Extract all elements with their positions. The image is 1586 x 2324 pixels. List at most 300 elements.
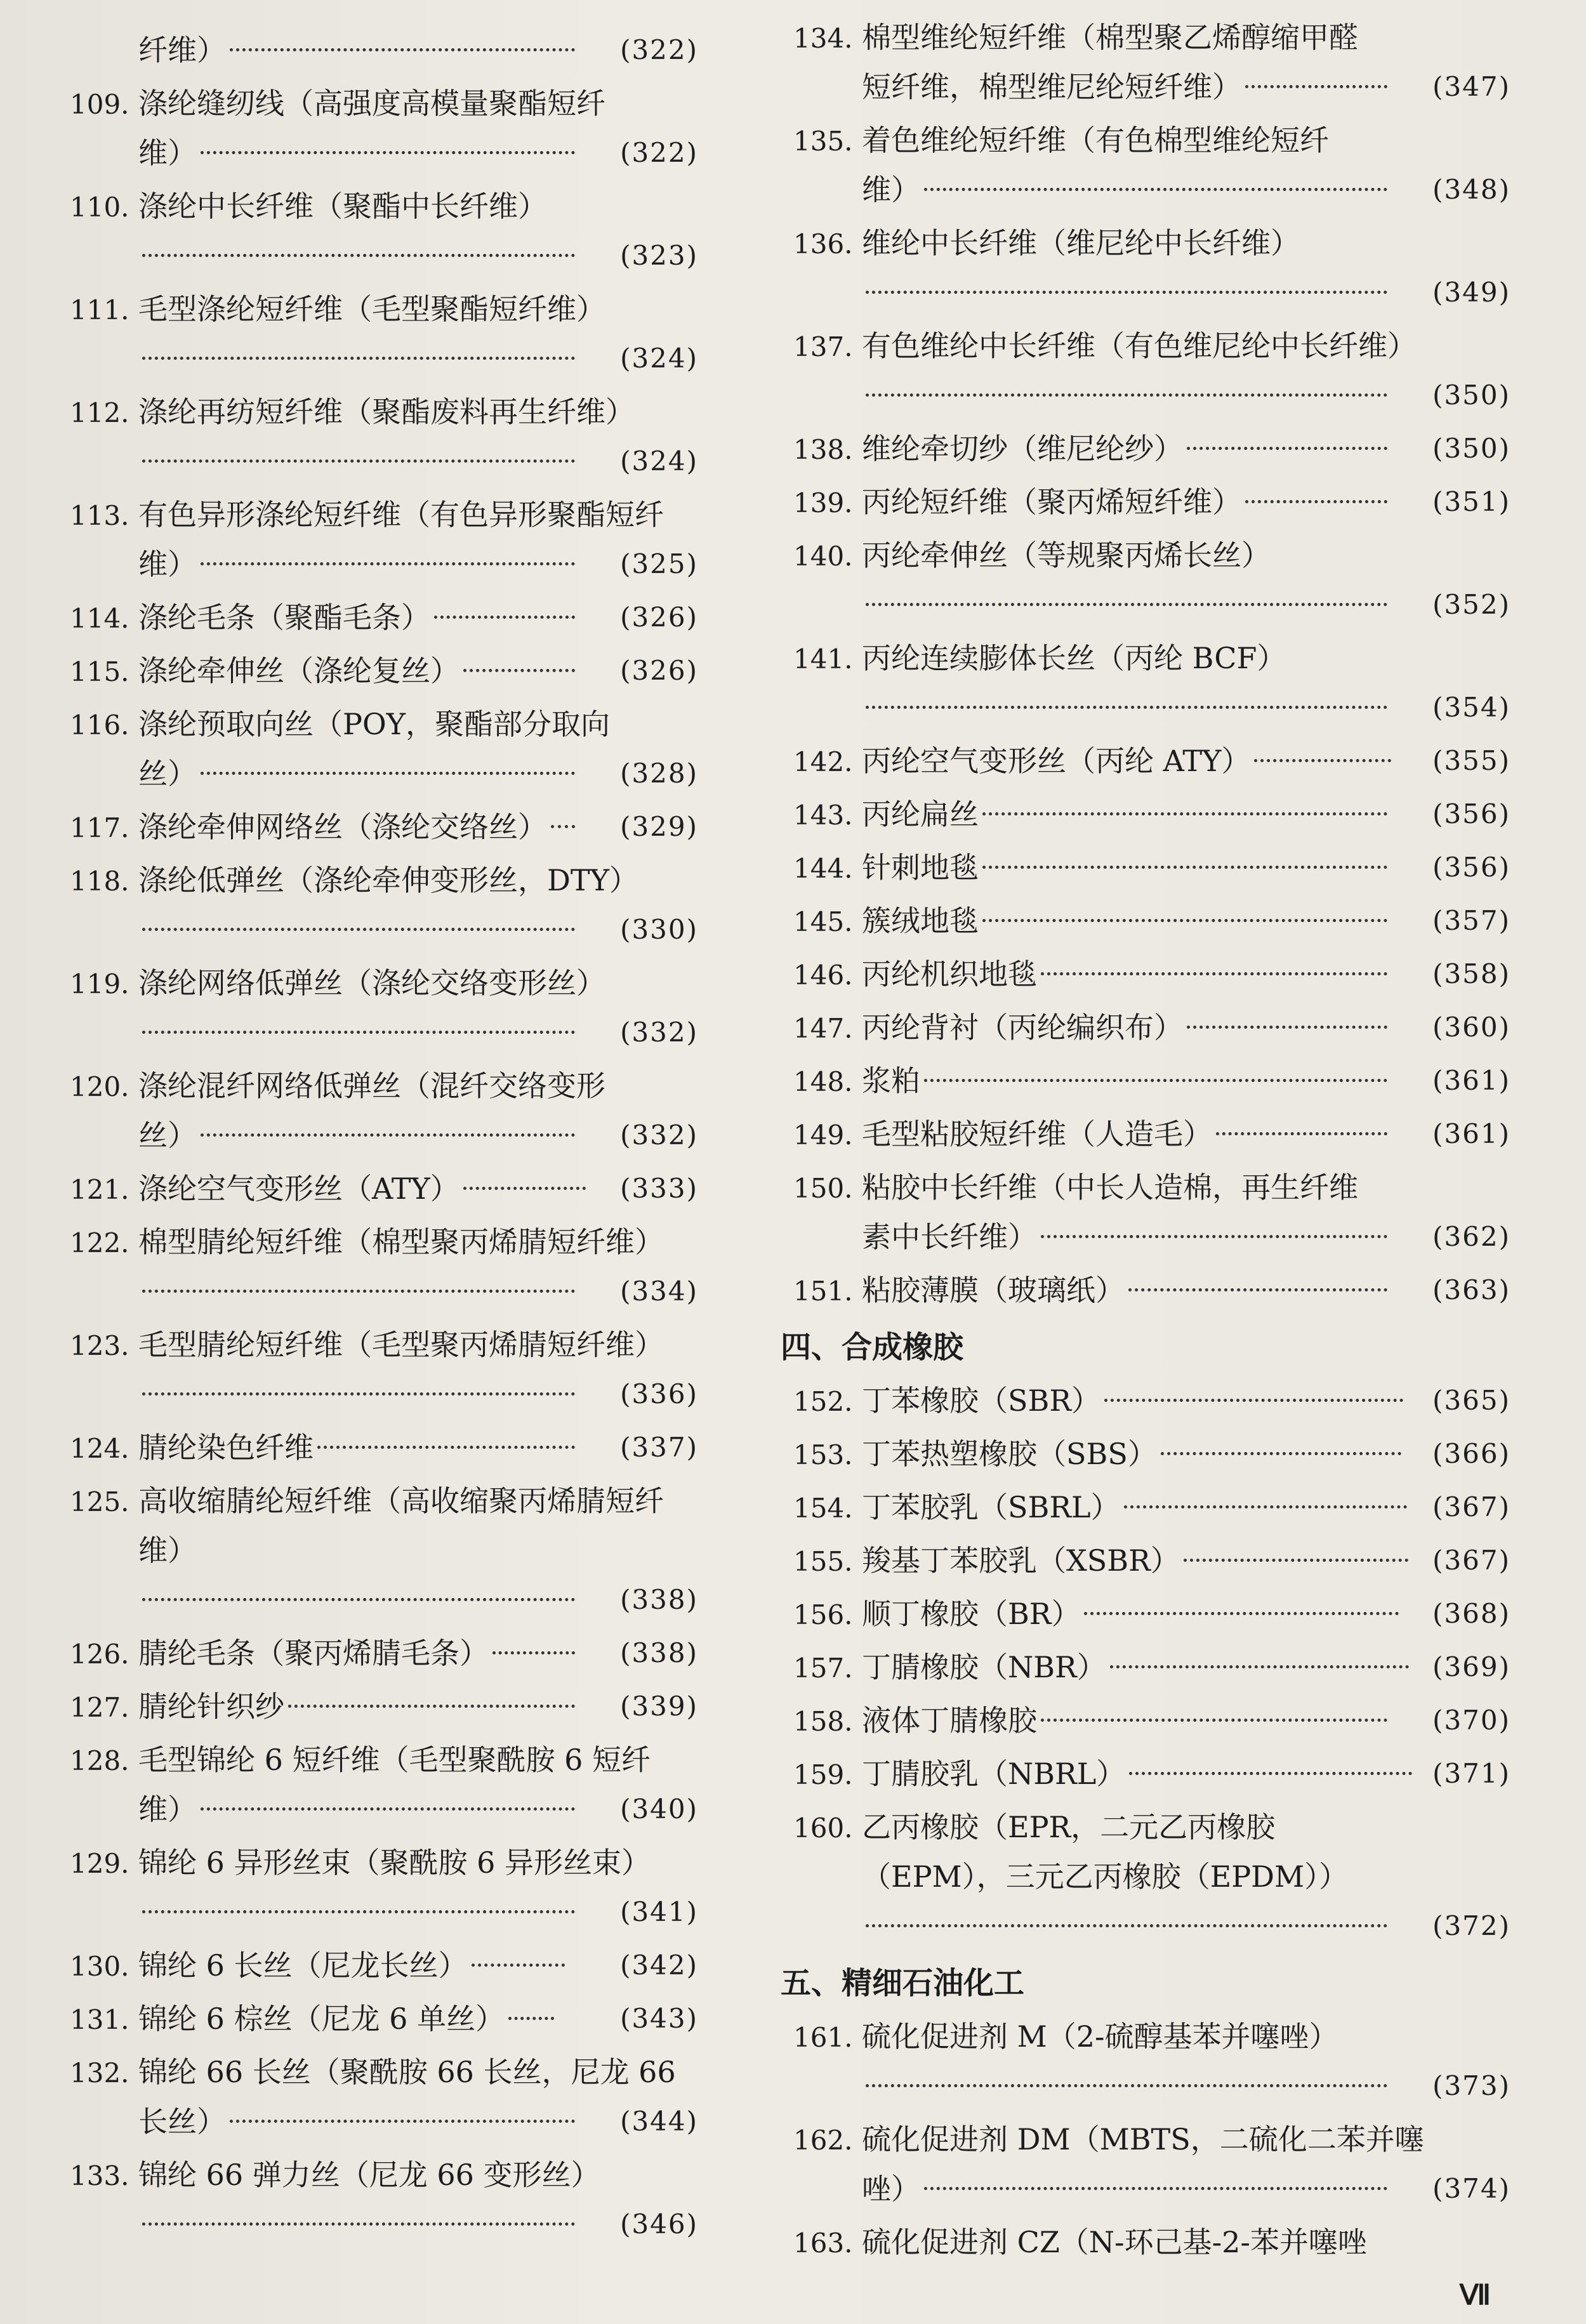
entry-title: 浆粕 [862, 1064, 920, 1098]
entry-number: 146. [793, 960, 853, 991]
leader-dots [1124, 1505, 1407, 1509]
toc-entry[interactable] [793, 1163, 1510, 1262]
toc-entry[interactable] [793, 1109, 1510, 1159]
leader-dots [492, 1651, 575, 1654]
toc-entry[interactable] [70, 79, 698, 178]
entry-page-number: (373) [1432, 2070, 1510, 2101]
leader-dots [924, 2187, 1387, 2190]
toc-entry-line [793, 1163, 1510, 1212]
toc-entry-line [70, 387, 698, 437]
toc-entry-line [70, 1682, 698, 1731]
entry-number: 141. [793, 644, 853, 675]
entry-title: 腈纶针织纱 [138, 1689, 284, 1724]
entry-title: 高收缩腈纶短纤维（高收缩聚丙烯腈短纤 [138, 1484, 664, 1518]
entry-page-number: (350) [1432, 433, 1510, 464]
toc-entry-line [793, 531, 1510, 580]
toc-entry-line [70, 749, 698, 798]
toc-entry[interactable] [70, 2150, 698, 2249]
toc-entry[interactable] [793, 1802, 1510, 1951]
leader-dots [1084, 1612, 1399, 1615]
toc-entry[interactable] [793, 843, 1510, 892]
entry-number: 159. [793, 1759, 853, 1790]
leader-dots [982, 919, 1387, 922]
leader-dots [1161, 1452, 1401, 1455]
toc-entry-line [793, 2164, 1510, 2214]
entry-number: 114. [70, 603, 129, 634]
entry-page-number: (324) [620, 343, 698, 374]
toc-entry-line [793, 949, 1510, 999]
toc-entry[interactable] [793, 1589, 1510, 1639]
leader-dots [1041, 1719, 1387, 1722]
entry-page-number: (338) [620, 1584, 698, 1615]
entry-number: 109. [70, 89, 129, 120]
entry-title: 涤纶再纺短纤维（聚酯废料再生纤维） [138, 395, 635, 429]
toc-entry-line [70, 284, 698, 334]
toc-entry-line [793, 2061, 1510, 2111]
toc-entry[interactable] [793, 1376, 1510, 1425]
toc-entry[interactable] [70, 25, 698, 75]
toc-entry-line [793, 896, 1510, 946]
entry-title: 腈纶毛条（聚丙烯腈毛条） [138, 1636, 489, 1670]
entry-title: 锦纶 6 长丝（尼龙长丝） [138, 1948, 468, 1983]
entry-page-number: (362) [1432, 1221, 1510, 1252]
entry-number: 117. [70, 812, 129, 843]
leader-dots [142, 1598, 575, 1601]
toc-entry[interactable] [793, 116, 1510, 215]
entry-number: 139. [793, 487, 853, 518]
entry-page-number: (326) [620, 655, 698, 686]
entry-page-number: (325) [620, 548, 698, 579]
toc-entry-line [70, 1838, 698, 1887]
toc-entry[interactable] [793, 2217, 1510, 2267]
section-heading: 五、精细石油化工 [781, 1965, 1025, 2001]
entry-title: 乙丙橡胶（EPR，二元乙丙橡胶 [862, 1810, 1276, 1844]
toc-entry[interactable] [70, 699, 698, 798]
entry-page-number: (332) [620, 1119, 698, 1151]
leader-dots [1245, 500, 1387, 503]
entry-title: 涤纶缝纫线（高强度高模量聚酯短纤 [138, 86, 605, 121]
entry-title: 丙纶背衬（丙纶编织布） [862, 1010, 1183, 1045]
leader-dots [142, 459, 575, 463]
entry-title: 毛型锦纶 6 短纤维（毛型聚酰胺 6 短纤 [138, 1743, 651, 1777]
entry-title: 涤纶网络低弹丝（涤纶交络变形丝） [138, 966, 605, 1000]
entry-number: 113. [70, 500, 129, 531]
entry-number: 151. [793, 1276, 853, 1307]
toc-entry[interactable] [70, 1423, 698, 1472]
entry-number: 156. [793, 1599, 853, 1630]
toc-entry-line [70, 334, 698, 383]
entry-page-number: (323) [620, 240, 698, 271]
leader-dots [866, 603, 1387, 606]
entry-title: 锦纶 6 棕丝（尼龙 6 单丝） [138, 2002, 505, 2036]
toc-entry-line [793, 1536, 1510, 1585]
entry-title: 丁苯热塑橡胶（SBS） [862, 1437, 1157, 1471]
entry-page-number: (333) [620, 1173, 698, 1204]
toc-entry[interactable] [70, 1476, 698, 1625]
toc-entry-line [793, 1696, 1510, 1745]
toc-entry[interactable] [70, 593, 698, 642]
entry-page-number: (343) [620, 2003, 698, 2034]
leader-dots [924, 1079, 1387, 1082]
toc-entry-line [793, 1589, 1510, 1639]
toc-entry-line [793, 477, 1510, 527]
entry-title: 腈纶染色纤维 [138, 1430, 314, 1465]
page-folio: Ⅶ [1459, 2280, 1491, 2311]
entry-page-number: (329) [620, 811, 698, 842]
leader-dots [142, 928, 575, 931]
entry-number: 127. [70, 1692, 129, 1723]
toc-entry[interactable] [793, 789, 1510, 839]
entry-page-number: (348) [1432, 174, 1510, 205]
toc-entry-line [793, 633, 1510, 683]
entry-number: 116. [70, 710, 129, 741]
entry-number: 120. [70, 1071, 129, 1102]
entry-page-number: (367) [1432, 1545, 1510, 1576]
toc-entry[interactable] [793, 531, 1510, 630]
leader-dots [1128, 1288, 1387, 1291]
entry-title: 有色维纶中长纤维（有色维尼纶中长纤维） [862, 329, 1417, 363]
entry-page-number: (356) [1432, 798, 1510, 829]
entry-number: 160. [793, 1812, 853, 1844]
toc-entry-line [793, 321, 1510, 371]
leader-dots [1184, 1559, 1408, 1562]
toc-entry-line [70, 1008, 698, 1057]
toc-entry-line [793, 1852, 1510, 1901]
toc-entry-line [70, 1320, 698, 1370]
entry-page-number: (338) [620, 1637, 698, 1668]
entry-number: 153. [793, 1439, 853, 1470]
leader-dots [1245, 85, 1387, 88]
entry-title: 粘胶薄膜（玻璃纸） [862, 1273, 1125, 1307]
leader-dots [142, 2222, 575, 2226]
leader-dots [1129, 1772, 1412, 1775]
toc-entry[interactable] [793, 218, 1510, 317]
toc-entry-line [70, 1423, 698, 1472]
toc-entry-line [793, 580, 1510, 630]
entry-title: 涤纶空气变形丝（ATY） [138, 1172, 459, 1206]
entry-number: 154. [793, 1493, 853, 1524]
toc-entry[interactable] [793, 1265, 1510, 1315]
entry-number: 110. [70, 192, 129, 223]
entry-number: 122. [70, 1227, 129, 1258]
entry-page-number: (370) [1432, 1705, 1510, 1736]
toc-entry[interactable] [70, 1217, 698, 1316]
leader-dots [463, 669, 575, 672]
entry-title: 粘胶中长纤维（中长人造棉，再生纤维 [862, 1170, 1358, 1205]
entry-page-number: (326) [620, 602, 698, 633]
toc-entry-line [793, 736, 1510, 786]
entry-title: 维） [138, 547, 197, 581]
entry-title: 丙纶空气变形丝（丙纶 ATY） [862, 744, 1251, 778]
entry-number: 115. [70, 656, 129, 687]
toc-entry-line [70, 2097, 698, 2146]
toc-entry[interactable] [70, 855, 698, 954]
toc-entry-line [793, 1109, 1510, 1159]
entry-page-number: (332) [620, 1017, 698, 1048]
entry-number: 118. [70, 866, 129, 897]
toc-entry-line [793, 1749, 1510, 1799]
entry-number: 149. [793, 1119, 853, 1151]
toc-entry[interactable] [70, 2047, 698, 2146]
toc-entry[interactable] [793, 13, 1510, 112]
toc-entry[interactable] [793, 1536, 1510, 1585]
toc-entry[interactable] [70, 182, 698, 281]
leader-dots [230, 48, 575, 51]
entry-title: 硫化促进剂 DM（MBTS，二硫化二苯并噻 [862, 2122, 1424, 2156]
entry-title: 涤纶中长纤维（聚酯中长纤维） [138, 189, 547, 223]
toc-entry[interactable] [70, 1941, 698, 1990]
toc-entry-line [70, 1526, 698, 1575]
entry-number: 142. [793, 746, 853, 777]
leader-dots [201, 1807, 575, 1811]
toc-entry-line [70, 905, 698, 954]
toc-entry[interactable] [70, 1628, 698, 1678]
leader-dots [551, 825, 575, 828]
entry-title: 针刺地毯 [862, 850, 979, 885]
toc-entry-line [793, 165, 1510, 215]
leader-dots [1187, 1026, 1387, 1029]
toc-entry[interactable] [793, 1429, 1510, 1479]
entry-page-number: (366) [1432, 1438, 1510, 1469]
toc-entry[interactable] [793, 1696, 1510, 1745]
entry-page-number: (347) [1432, 71, 1510, 102]
toc-entry[interactable] [70, 284, 698, 383]
toc-entry-line [793, 62, 1510, 112]
toc-entry-line [70, 593, 698, 642]
entry-page-number: (346) [620, 2208, 698, 2240]
leader-dots [1187, 447, 1387, 450]
toc-entry[interactable] [793, 633, 1510, 732]
toc-entry[interactable] [70, 1061, 698, 1160]
leader-dots [1110, 1665, 1409, 1668]
toc-entry[interactable] [70, 1994, 698, 2043]
entry-number: 140. [793, 541, 853, 572]
leader-dots [142, 1031, 575, 1034]
toc-entry[interactable] [793, 1749, 1510, 1799]
entry-page-number: (372) [1432, 1910, 1510, 1941]
toc-entry-line [793, 843, 1510, 892]
toc-entry[interactable] [70, 1735, 698, 1834]
toc-entry-line [70, 699, 698, 749]
toc-entry-line [70, 2047, 698, 2097]
entry-page-number: (330) [620, 914, 698, 945]
entry-title: 涤纶毛条（聚酯毛条） [138, 600, 430, 635]
entry-title: 涤纶牵伸网络丝（涤纶交络丝） [138, 810, 547, 844]
toc-entry-line [70, 79, 698, 128]
toc-entry-line [70, 1785, 698, 1834]
entry-page-number: (361) [1432, 1065, 1510, 1096]
entry-page-number: (324) [620, 446, 698, 477]
leader-dots [866, 2084, 1387, 2087]
entry-title: 涤纶预取向丝（POY，聚酯部分取向 [138, 707, 611, 741]
entry-page-number: (371) [1432, 1758, 1510, 1789]
entry-title: 丙纶扁丝 [862, 797, 979, 831]
entry-number: 137. [793, 331, 853, 362]
entry-number: 152. [793, 1386, 853, 1417]
entry-title: 丙纶短纤维（聚丙烯短纤维） [862, 485, 1241, 519]
entry-page-number: (358) [1432, 958, 1510, 989]
entry-number: 145. [793, 906, 853, 937]
entry-page-number: (349) [1432, 277, 1510, 308]
entry-title: 顺丁橡胶（BR） [862, 1597, 1081, 1631]
entry-title: 丝） [138, 756, 197, 791]
entry-title: 涤纶混纤网络低弹丝（混纤交络变形 [138, 1069, 605, 1103]
toc-entry[interactable] [793, 736, 1510, 786]
entry-page-number: (354) [1432, 692, 1510, 723]
entry-title: 唑） [862, 2172, 920, 2206]
toc-entry-line [70, 1735, 698, 1785]
entry-title: 维纶牵切纱（维尼纶纱） [862, 432, 1183, 466]
leader-dots [142, 357, 575, 360]
entry-number: 161. [793, 2022, 853, 2053]
leader-dots [230, 2120, 575, 2123]
entry-number: 163. [793, 2228, 853, 2259]
entry-page-number: (339) [620, 1691, 698, 1722]
toc-entry[interactable] [793, 477, 1510, 527]
toc-entry[interactable] [70, 1164, 698, 1213]
entry-number: 121. [70, 1174, 129, 1205]
entry-title: 液体丁腈橡胶 [862, 1703, 1037, 1738]
toc-entry-line [793, 424, 1510, 473]
entry-title: （EPM），三元乙丙橡胶（EPDM）） [862, 1859, 1349, 1894]
entry-number: 135. [793, 126, 853, 157]
entry-number: 138. [793, 434, 853, 465]
toc-entry[interactable] [70, 1838, 698, 1937]
entry-number: 162. [793, 2125, 853, 2156]
leader-dots [434, 616, 575, 619]
entry-number: 123. [70, 1330, 129, 1361]
toc-entry-line [793, 1265, 1510, 1315]
toc-entry[interactable] [70, 646, 698, 696]
toc-entry-line [793, 1802, 1510, 1852]
toc-entry[interactable] [793, 2012, 1510, 2111]
toc-entry[interactable] [793, 1642, 1510, 1692]
toc-entry[interactable] [70, 1682, 698, 1731]
toc-entry-line [793, 1482, 1510, 1532]
leader-dots [472, 1964, 565, 1967]
leader-dots [982, 866, 1387, 869]
toc-entry-line [793, 1429, 1510, 1479]
entry-title: 维纶中长纤维（维尼纶中长纤维） [862, 226, 1300, 260]
toc-entry[interactable] [793, 321, 1510, 420]
toc-entry-line [793, 218, 1510, 268]
entry-title: 维） [138, 136, 197, 170]
toc-entry-line [70, 437, 698, 486]
entry-title: 维） [862, 173, 920, 207]
leader-dots [463, 1187, 586, 1190]
entry-page-number: (360) [1432, 1012, 1510, 1043]
leader-dots [866, 706, 1387, 709]
leader-dots [288, 1705, 575, 1708]
toc-entry-line [70, 231, 698, 281]
entry-page-number: (361) [1432, 1118, 1510, 1149]
entry-page-number: (374) [1432, 2173, 1510, 2204]
leader-dots [142, 1910, 575, 1913]
entry-title: 丝） [138, 1118, 197, 1152]
toc-entry[interactable] [793, 1482, 1510, 1532]
toc-entry[interactable] [793, 2115, 1510, 2214]
toc-entry[interactable] [793, 896, 1510, 946]
entry-number: 131. [70, 2004, 129, 2035]
entry-number: 124. [70, 1433, 129, 1464]
toc-entry[interactable] [70, 958, 698, 1057]
leader-dots [142, 1290, 575, 1293]
toc-entry[interactable] [70, 1320, 698, 1419]
toc-entry-line [70, 1164, 698, 1213]
toc-entry-line [793, 789, 1510, 839]
toc-entry-line [70, 2150, 698, 2200]
entry-page-number: (363) [1432, 1274, 1510, 1305]
entry-page-number: (340) [620, 1793, 698, 1825]
leader-dots [924, 188, 1387, 191]
toc-entry-line [70, 182, 698, 231]
toc-entry[interactable] [793, 1003, 1510, 1052]
entry-title: 棉型腈纶短纤维（棉型聚丙烯腈短纤维） [138, 1225, 664, 1259]
toc-entry[interactable] [793, 1056, 1510, 1106]
toc-entry[interactable] [70, 387, 698, 486]
entry-title: 毛型腈纶短纤维（毛型聚丙烯腈短纤维） [138, 1328, 664, 1362]
entry-title: 毛型涤纶短纤维（毛型聚酯短纤维） [138, 292, 605, 326]
toc-entry-line [70, 1476, 698, 1526]
entry-page-number: (367) [1432, 1491, 1510, 1522]
toc-entry-line [793, 2115, 1510, 2164]
entry-number: 112. [70, 397, 129, 428]
leader-dots [1254, 759, 1391, 762]
entry-number: 111. [70, 294, 129, 326]
toc-entry-line [70, 1370, 698, 1419]
toc-entry-line [793, 1003, 1510, 1052]
toc-entry-line [70, 1267, 698, 1316]
entry-number: 132. [70, 2057, 129, 2089]
entry-page-number: (352) [1432, 589, 1510, 620]
leader-dots [1216, 1132, 1387, 1135]
entry-number: 144. [793, 853, 853, 884]
toc-entry-line [70, 128, 698, 178]
toc-entry[interactable] [793, 424, 1510, 473]
entry-number: 147. [793, 1013, 853, 1044]
leader-dots [866, 291, 1387, 294]
entry-number: 129. [70, 1848, 129, 1879]
entry-page-number: (368) [1432, 1598, 1510, 1629]
toc-entry-line [793, 2012, 1510, 2061]
leader-dots [142, 1392, 575, 1396]
leader-dots [201, 151, 575, 154]
entry-number: 150. [793, 1173, 853, 1204]
toc-entry[interactable] [793, 949, 1510, 999]
entry-page-number: (357) [1432, 905, 1510, 936]
entry-number: 125. [70, 1486, 129, 1517]
entry-title: 丁苯橡胶（SBR） [862, 1383, 1100, 1418]
toc-entry-line [793, 1901, 1510, 1951]
leader-dots [508, 2017, 554, 2020]
leader-dots [1041, 1235, 1387, 1238]
toc-entry-line [793, 1056, 1510, 1106]
toc-entry[interactable] [70, 802, 698, 852]
entry-page-number: (344) [620, 2106, 698, 2137]
toc-entry-line [70, 1941, 698, 1990]
entry-page-number: (322) [620, 34, 698, 65]
toc-entry-line [70, 1111, 698, 1160]
toc-entry-line [70, 1061, 698, 1111]
toc-entry-line [793, 1376, 1510, 1425]
toc-entry-line [70, 2200, 698, 2249]
toc-entry-line [793, 1642, 1510, 1692]
leader-dots [982, 812, 1387, 815]
entry-page-number: (369) [1432, 1651, 1510, 1682]
toc-entry-line [70, 1628, 698, 1678]
toc-entry[interactable] [70, 490, 698, 589]
toc-entry-line [70, 1994, 698, 2043]
